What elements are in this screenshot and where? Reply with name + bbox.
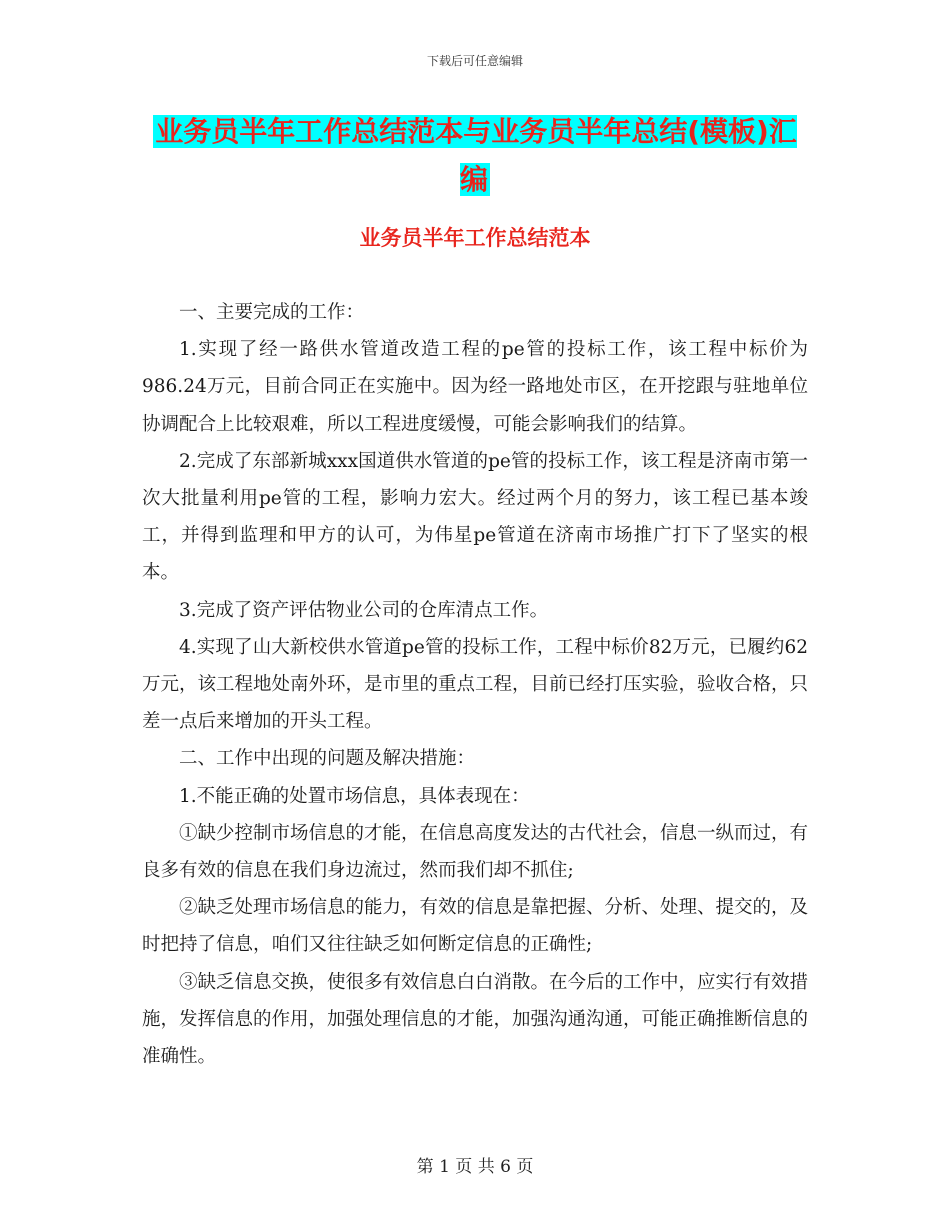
paragraph: 1.实现了经一路供水管道改造工程的pe管的投标工作，该工程中标价为986.24万元，目前合同正在实施中。因为经一路地处市区，在开挖跟与驻地单位协调配合上比较艰难，所以工程进度缓慢，可能会影响我们的结算。 <box>142 339 808 435</box>
paragraph: 1.不能正确的处置市场信息，具体表现在： <box>179 785 530 807</box>
paragraph: ②缺乏处理市场信息的能力，有效的信息是靠把握、分析、处理、提交的，及时把持了信息，咱们又往往缺乏如何断定信息的正确性; <box>142 897 809 956</box>
paragraph: ③缺乏信息交换，使很多有效信息白白消散。在今后的工作中，应实行有效措施，发挥信息的作用，加强处理信息的才能，加强沟通沟通，可能正确推断信息的准确性。 <box>142 971 809 1068</box>
body-text <box>142 294 808 1075</box>
document-title-text: 业务员半年工作总结范本与业务员半年总结(模板)汇编 <box>155 115 797 196</box>
paragraph: 3.完成了资产评估物业公司的仓库清点工作。 <box>179 599 549 621</box>
paragraph: 二、工作中出现的问题及解决措施： <box>179 748 476 770</box>
section-title: 业务员半年工作总结范本 <box>359 226 591 250</box>
document-title <box>140 108 810 204</box>
paragraph: 2.完成了东部新城xxx国道供水管道的pe管的投标工作，该工程是济南市第一次大批量利用pe管的工程，影响力宏大。经过两个月的努力，该工程已基本竣工，并得到监理和甲方的认可，为伟星pe管道在济南市场推广打下了坚实的根本。 <box>142 450 808 584</box>
page-footer: 第 1 页 共 6 页 <box>416 1157 534 1177</box>
paragraph: ①缺少控制市场信息的才能，在信息高度发达的古代社会，信息一纵而过，有良多有效的信息在我们身边流过，然而我们却不抓住; <box>142 822 809 882</box>
header-note: 下载后可任意编辑 <box>426 54 523 68</box>
paragraph: 一、主要完成的工作： <box>179 302 365 323</box>
paragraph: 4.实现了山大新校供水管道pe管的投标工作，工程中标价82万元，已履约62万元，该工程地处南外环，是市里的重点工程，目前已经打压实验，验收合格，只差一点后来增加的开头工程。 <box>142 636 809 733</box>
